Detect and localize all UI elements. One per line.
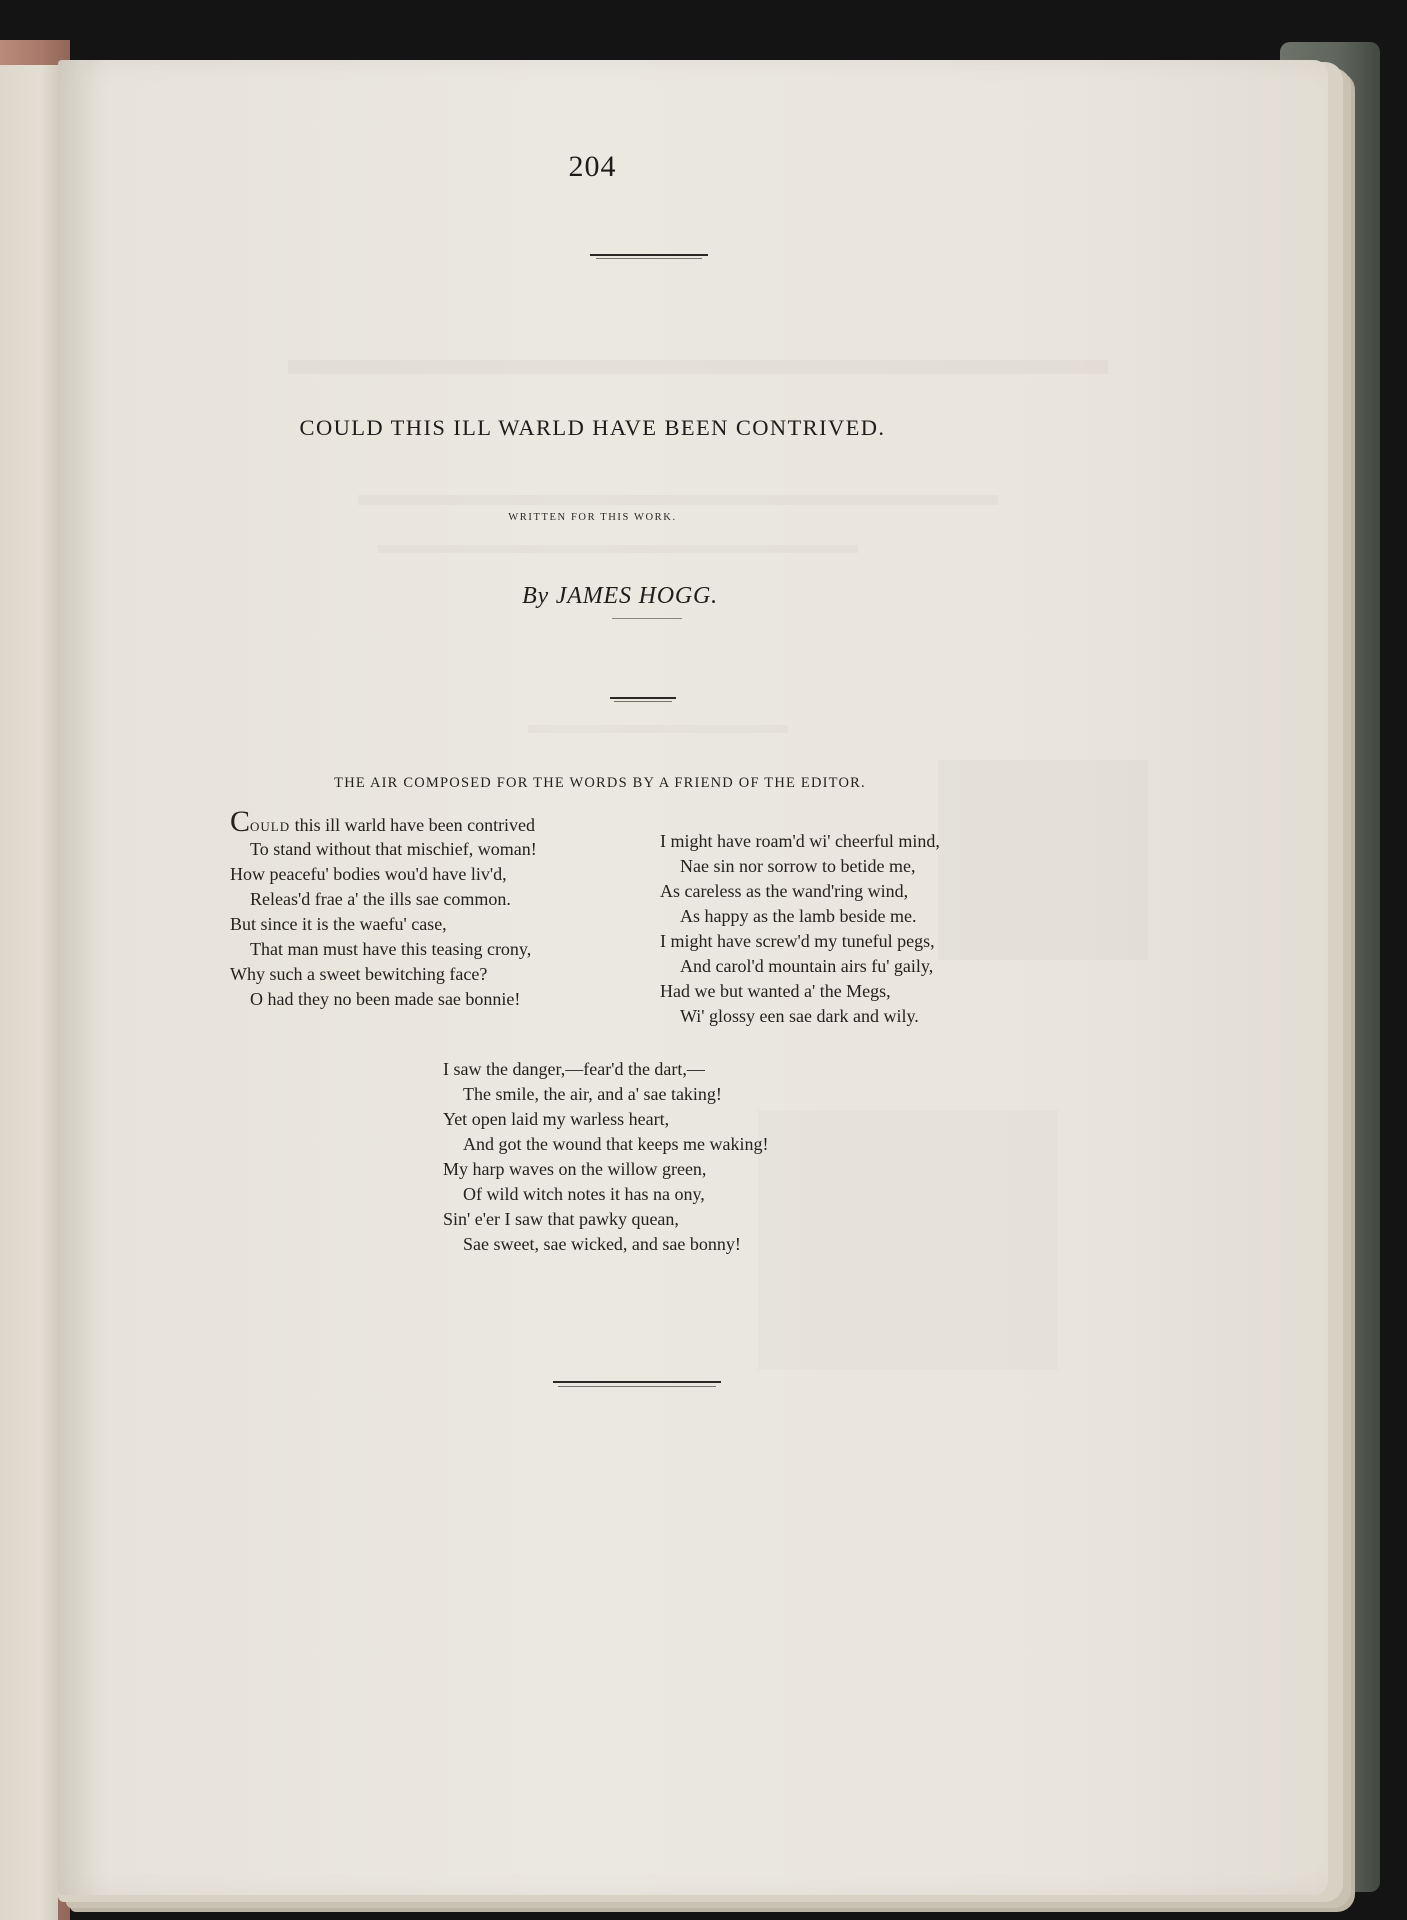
verse-line: Had we but wanted a' the Megs, bbox=[660, 981, 891, 1001]
verse-line: My harp waves on the willow green, bbox=[443, 1159, 707, 1179]
verse-line: Wi' glossy een sae dark and wily. bbox=[680, 1006, 919, 1026]
drop-cap: C bbox=[230, 805, 251, 838]
verse-line: Sin' e'er I saw that pawky quean, bbox=[443, 1209, 679, 1229]
air-note: THE AIR COMPOSED FOR THE WORDS BY A FRIEND OF THE EDITOR. bbox=[334, 775, 866, 791]
verse-line: Sae sweet, sae wicked, and sae bonny! bbox=[463, 1234, 741, 1254]
show-through-texture bbox=[528, 725, 788, 733]
header-rule bbox=[590, 254, 708, 256]
verse-line: I might have roam'd wi' cheerful mind, bbox=[660, 831, 940, 851]
header-rule-thin bbox=[596, 258, 702, 259]
verse-line: I might have screw'd my tuneful pegs, bbox=[660, 931, 935, 951]
footer-rule-thin bbox=[558, 1386, 716, 1387]
verse-line-text: this ill warld have been contrived bbox=[290, 815, 536, 835]
verse-line: But since it is the waefu' case, bbox=[230, 914, 447, 934]
section-rule-thin bbox=[614, 701, 672, 702]
page-number: 204 bbox=[568, 150, 617, 183]
verse-line: Of wild witch notes it has na ony, bbox=[463, 1184, 705, 1204]
show-through-texture bbox=[378, 545, 858, 553]
verse-line: As careless as the wand'ring wind, bbox=[660, 881, 909, 901]
verse-line: And carol'd mountain airs fu' gaily, bbox=[680, 956, 934, 976]
show-through-texture bbox=[758, 1110, 1058, 1370]
song-author: By JAMES HOGG. bbox=[522, 583, 718, 609]
verse-line: The smile, the air, and a' sae taking! bbox=[463, 1084, 722, 1104]
verse-2 bbox=[660, 829, 940, 1029]
show-through-texture bbox=[288, 360, 1108, 374]
section-rule bbox=[610, 697, 676, 699]
left-page-edge bbox=[0, 65, 58, 1920]
verse-3 bbox=[443, 1057, 768, 1257]
verse-line bbox=[230, 805, 537, 838]
verse-line: Yet open laid my warless heart, bbox=[443, 1109, 670, 1129]
verse-line: As happy as the lamb beside me. bbox=[680, 906, 917, 926]
verse-line: Nae sin nor sorrow to betide me, bbox=[680, 856, 916, 876]
show-through-texture bbox=[938, 760, 1148, 960]
verse-1 bbox=[230, 805, 537, 1012]
song-title: COULD THIS ILL WARLD HAVE BEEN CONTRIVED. bbox=[299, 415, 886, 440]
verse-line: That man must have this teasing crony, bbox=[250, 939, 532, 959]
footer-rule bbox=[553, 1381, 721, 1383]
author-underline bbox=[612, 618, 682, 619]
show-through-texture bbox=[358, 495, 998, 505]
verse-line: How peacefu' bodies wou'd have liv'd, bbox=[230, 864, 507, 884]
verse-line: I saw the danger,—fear'd the dart,— bbox=[443, 1059, 705, 1079]
song-subtitle: WRITTEN FOR THIS WORK. bbox=[508, 512, 677, 523]
verse-line: O had they no been made sae bonnie! bbox=[250, 989, 521, 1009]
small-caps-word: ould bbox=[250, 815, 291, 835]
verse-line: To stand without that mischief, woman! bbox=[250, 839, 537, 859]
verse-line: Releas'd frae a' the ills sae common. bbox=[250, 889, 511, 909]
verse-line: Why such a sweet bewitching face? bbox=[230, 964, 488, 984]
verse-line: And got the wound that keeps me waking! bbox=[463, 1134, 769, 1154]
